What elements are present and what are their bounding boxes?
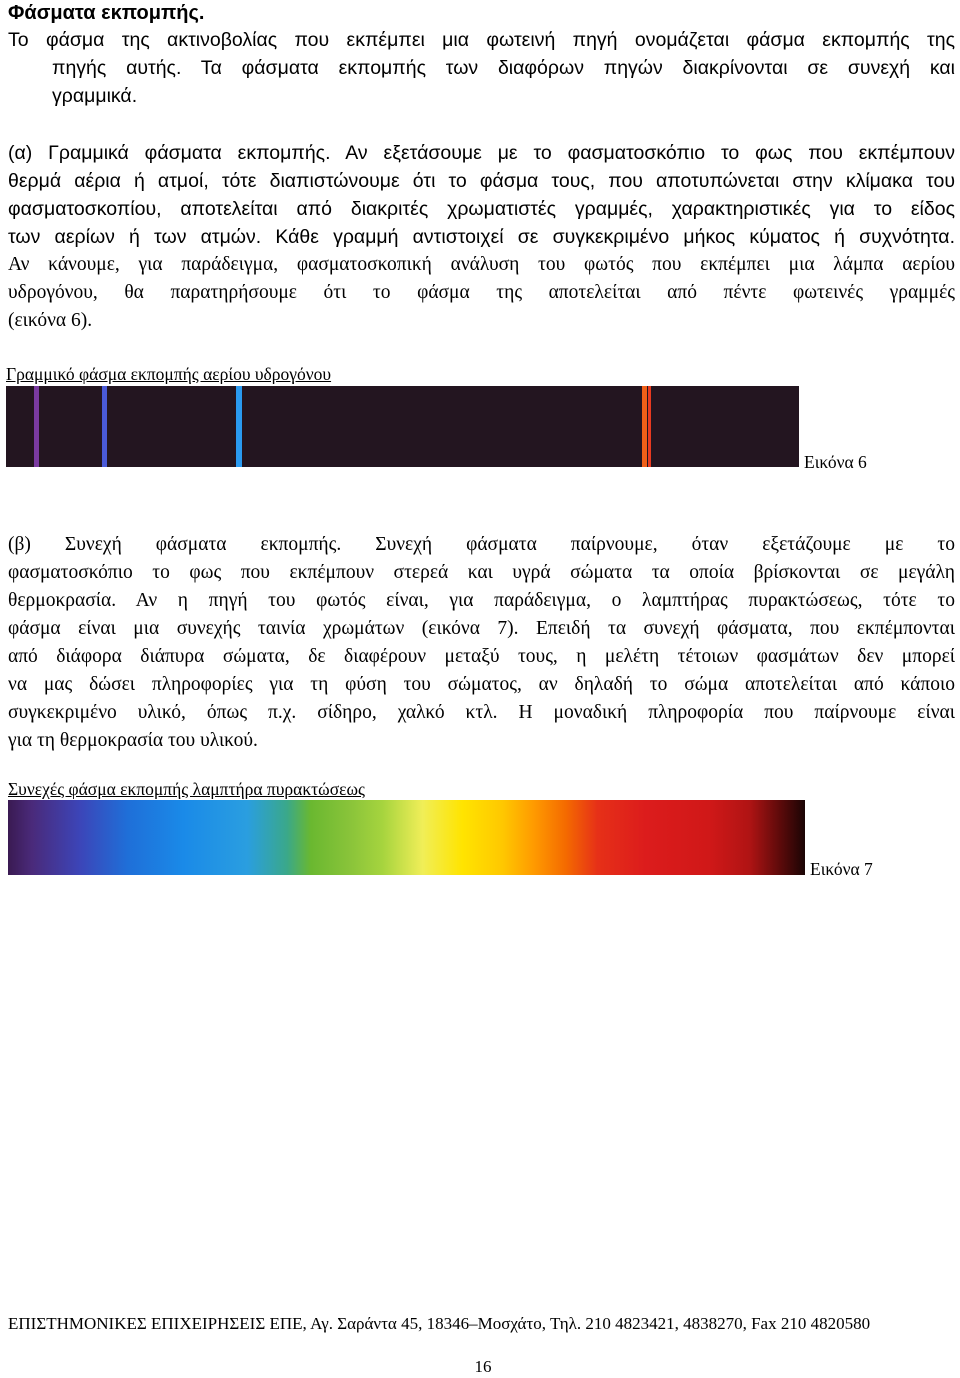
spectral-line-orange (642, 386, 647, 467)
intro-line-1: Το φάσμα της ακτινοβολίας που εκπέμπει μια φωτεινή πηγή ονομάζεται φάσμα εκπομπής της (8, 29, 955, 51)
footer-contact: Αγ. Σαράντα 45, 18346–Μοσχάτο, Τηλ. 210 4823421, 4838270, Fax 210 4820580 (310, 1314, 871, 1333)
para-a-line-1: (α) Γραμμικά φάσματα εκπομπής. Αν εξετάσουμε με το φασματοσκόπιο το φως που εκπέμπουν (8, 142, 955, 164)
spectral-line-red (648, 386, 651, 467)
para-b-line-5: από διάφορα διάπυρα σώματα, δε διαφέρουν μεταξύ τους, η μελέτη τέτοιων φασμάτων δεν μπορεί (8, 646, 955, 667)
para-a-line-4: των αερίων ή των ατμών. Κάθε γραμμή αντιστοιχεί σε συγκεκριμένο μήκος κύματος ή συχνότητα. (8, 226, 955, 248)
spectral-line-indigo (102, 386, 107, 467)
footer-company: ΕΠΙΣΤΗΜΟΝΙΚΕΣ ΕΠΙΧΕΙΡΗΣΕΙΣ ΕΠΕ, (8, 1314, 307, 1333)
figure-6-caption: Γραμμικό φάσμα εκπομπής αερίου υδρογόνου (6, 364, 332, 384)
para-b-line-1: (β) Συνεχή φάσματα εκπομπής. Συνεχή φάσματα παίρνουμε, όταν εξετάζουμε με το (8, 534, 955, 555)
section-title: Φάσματα εκπομπής. (8, 2, 205, 24)
para-b-line-2: φασματοσκόπιο το φως που εκπέμπουν στερεά και υγρά σώματα τα οποία βρίσκονται σε μεγάλη (8, 562, 955, 583)
hydrogen-line-spectrum-image (6, 386, 799, 467)
para-a-line-3: φασματοσκοπίου, αποτελείται από διακριτές χρωματιστές γραμμές, χαρακτηριστικές για το είδος (8, 198, 955, 220)
footer-address (8, 1313, 870, 1335)
figure-6-label: Εικόνα 6 (804, 452, 867, 472)
para-a-line-5: Αν κάνουμε, για παράδειγμα, φασματοσκοπική ανάλυση του φωτός που εκπέμπει μια λάμπα αερίου (8, 254, 955, 275)
para-b-line-7: συγκεκριμένο υλικό, όπως π.χ. σίδηρο, χαλκό κτλ. Η μοναδική πληροφορία που παίρνουμε είναι (8, 702, 955, 723)
spectral-line-blue (236, 386, 242, 467)
para-a-line-6: υδρογόνου, θα παρατηρήσουμε ότι το φάσμα της αποτελείται από πέντε φωτεινές γραμμές (8, 282, 955, 303)
para-b-line-3: θερμοκρασία. Αν η πηγή του φωτός είναι, για παράδειγμα, ο λαμπτήρας πυρακτώσεως, τότε το (8, 590, 955, 611)
continuous-spectrum-image (8, 800, 805, 875)
para-b-line-8: για τη θερμοκρασία του υλικού. (8, 730, 258, 751)
figure-7-label: Εικόνα 7 (810, 859, 873, 879)
intro-line-2: πηγής αυτής. Τα φάσματα εκπομπής των διαφόρων πηγών διακρίνονται σε συνεχή και (52, 57, 955, 79)
para-b-line-4: φάσμα είναι μια συνεχής ταινία χρωμάτων (εικόνα 7). Επειδή τα συνεχή φάσματα, που εκπέμπονται (8, 618, 955, 639)
page-number: 16 (474, 1357, 492, 1376)
para-b-line-6: να μας δώσει πληροφορίες για τη φύση του σώματος, αν δηλαδή το σώμα αποτελείται από κάποιο (8, 674, 955, 695)
para-a-line-2: θερμά αέρια ή ατμοί, τότε διαπιστώνουμε ότι το φάσμα τους, που αποτυπώνεται στην κλίμακα του (8, 170, 955, 192)
spectral-line-violet (34, 386, 39, 467)
para-a-line-7: (εικόνα 6). (8, 310, 93, 331)
figure-7-caption: Συνεχές φάσμα εκπομπής λαμπτήρα πυρακτώσεως (8, 779, 365, 799)
intro-line-3: γραμμικά. (52, 85, 138, 107)
